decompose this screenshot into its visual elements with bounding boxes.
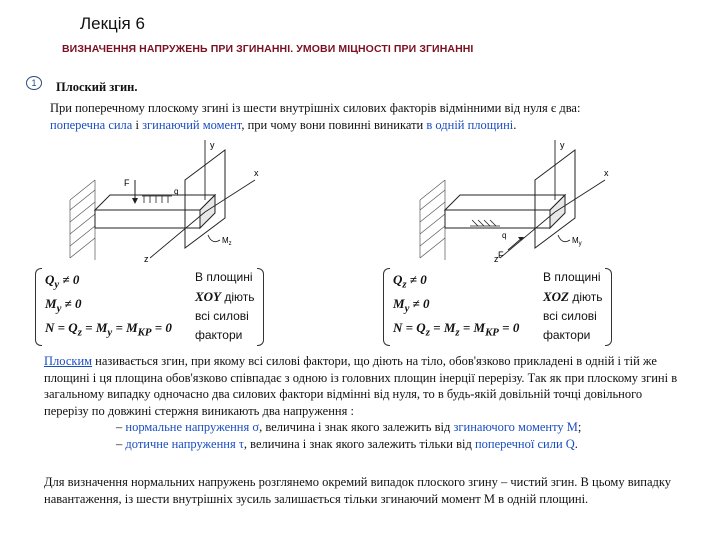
bracket-right [257,268,264,346]
equations-xoz [383,268,683,348]
axis-x-label: x [254,168,259,178]
definition-paragraph [44,353,684,452]
term-one-plane: в одній площині [426,118,514,132]
formula-line-2: $M_y \ne 0$ [393,296,430,315]
axis-y-label: y [210,140,215,150]
intro-paragraph [50,100,690,134]
axis-z-label: z [494,254,499,264]
load-q-label: q [174,187,179,196]
formula-line-3: $N = Q_z = M_z = M_{KP} = 0$ [393,320,520,339]
axis-y-label: y [560,140,565,150]
axis-x-label: x [604,168,609,178]
formula-line-3: $N = Q_z = M_y = M_{KP} = 0$ [45,320,172,339]
lecture-subtitle: ВИЗНАЧЕННЯ НАПРУЖЕНЬ ПРИ ЗГИНАННІ. УМОВИ МІЦНОСТІ ПРИ ЗГИНАННІ [62,43,474,55]
intro-text-2: , при чому вони повинні виникати [241,118,427,132]
definition-text: називається згин, при якому всі силові фактори, що діють на тіло, обов'язково прикладені в одній і тій же площині і ця площина обов'язково співпадає з одною із головних площин інерції перерізу. Так як при плоскому згині в загальному випадку одночасно два силових фактори відмінні від нуля, то в будь-якій довільній точці довільного перерізу по довжині стержня виникають два напруження : [44,354,678,418]
intro-and: і [132,118,143,132]
formula-line-1: $Q_z \ne 0$ [393,272,427,291]
bracket-left [35,268,42,346]
plane-note: В площині XOZ діють всі силові фактори [543,270,603,342]
force-f-label: F [498,250,504,260]
term-plane-bending-link[interactable]: Плоским [44,354,93,368]
term-bending-moment: згинаючий момент [142,118,242,132]
bracket-right [605,268,612,346]
axis-z-label: z [144,254,149,264]
intro-end: . [513,118,517,132]
bracket-left [383,268,390,346]
force-f-label: F [124,178,130,188]
moment-my-label: $M_y$ [572,236,582,247]
section-number-badge: 1 [26,76,42,90]
formula-line-2: $M_y \ne 0$ [45,296,82,315]
lecture-title: Лекція 6 [80,14,145,33]
moment-mz-label: $M_z$ [222,236,232,247]
beam-diagram-xoz [390,140,620,265]
load-q-label: q [502,231,507,240]
formula-line-1: $Q_y \ne 0$ [45,272,80,291]
term-shear-force: поперечна сила [50,118,133,132]
list-item-shear-stress: – дотичне напруження τ, величина і знак якого залежить тільки від поперечної сили Q. [116,436,578,451]
intro-text: При поперечному плоскому згині із шести внутрішніх силових факторів відмінними від нуля є два: [50,101,581,115]
pure-bending-paragraph: Для визначення нормальних напружень розглянемо окремий випадок плоского згину – чистий згин. В цьому випадку навантаження, із шести внутрішніх зусиль залишається тільки згинаючий момент M в одній площині. [44,475,672,506]
section-heading: Плоский згин. [56,80,138,94]
equations-xoy [35,268,335,348]
plane-note: В площині XOY діють всі силові фактори [195,270,255,342]
beam-diagram-xoy [40,140,270,265]
list-item-normal-stress: – нормальне напруження σ, величина і знак якого залежить від згинаючого моменту M; [116,420,582,434]
